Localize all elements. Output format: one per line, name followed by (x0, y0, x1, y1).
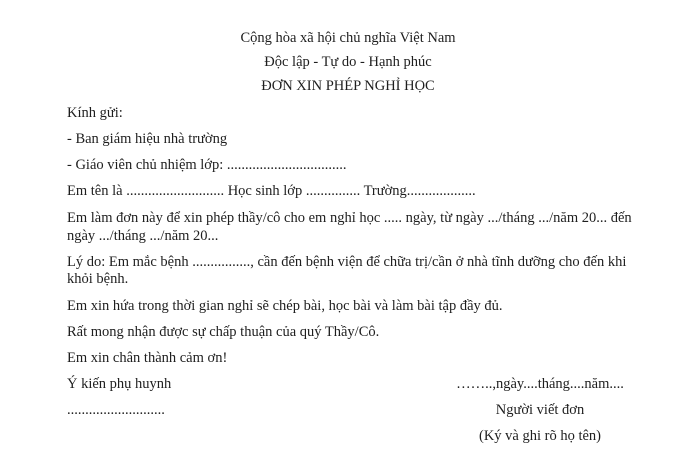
writer-note: (Ký và ghi rõ họ tên) (478, 428, 601, 444)
reason-line-1: Lý do: Em mắc bệnh ................, cần đến bệnh viện để chữa trị/cần ở nhà tĩnh dưỡng cho đến khi (67, 254, 627, 270)
date-line: ……..,ngày....tháng....năm.... (456, 376, 624, 392)
request-line-1: Em làm đơn này để xin phép thầy/cô cho em nghỉ học ..... ngày, từ ngày .../tháng .../năm 20... đến (67, 210, 632, 226)
writer-label: Người viết đơn (495, 402, 585, 418)
promise: Em xin hứa trong thời gian nghỉ sẽ chép bài, học bài và làm bài tập đầy đủ. (67, 298, 503, 314)
recipient-school-board: - Ban giám hiệu nhà trường (67, 131, 228, 147)
hope: Rất mong nhận được sự chấp thuận của quý Thầy/Cô. (67, 324, 380, 340)
request-line-2: ngày .../tháng .../năm 20... (67, 228, 219, 244)
motto: Độc lập - Tự do - Hạnh phúc (264, 54, 432, 70)
national-title: Cộng hòa xã hội chủ nghĩa Việt Nam (240, 30, 456, 46)
form-title: ĐƠN XIN PHÉP NGHỈ HỌC (261, 78, 435, 94)
student-info: Em tên là ........................... Học sinh lớp ............... Trường................... (67, 183, 476, 199)
recipient-homeroom-teacher: - Giáo viên chủ nhiệm lớp: ................................. (67, 157, 347, 173)
greeting: Kính gửi: (67, 105, 123, 121)
parent-opinion-label: Ý kiến phụ huynh (67, 376, 172, 392)
parent-opinion-blank: ........................... (67, 402, 165, 418)
thanks: Em xin chân thành cảm ơn! (67, 350, 228, 366)
reason-line-2: khỏi bệnh. (67, 271, 129, 287)
